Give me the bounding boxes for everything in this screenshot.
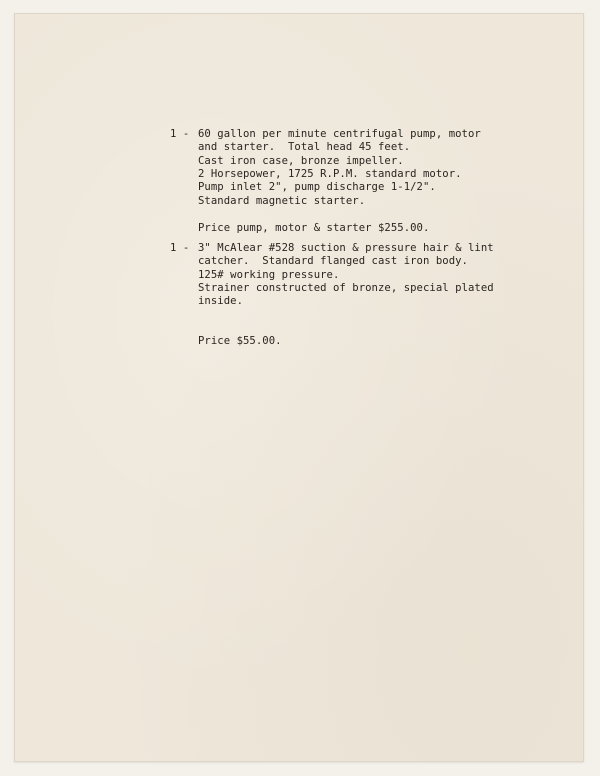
description-line: inside. bbox=[198, 295, 243, 308]
description-line: Standard magnetic starter. bbox=[198, 194, 366, 207]
description-line: and starter. Total head 45 feet. bbox=[198, 141, 411, 154]
description-line: 60 gallon per minute centrifugal pump, motor bbox=[198, 127, 481, 140]
line-item-lint-catcher bbox=[170, 215, 494, 375]
description-line: Cast iron case, bronze impeller. bbox=[198, 154, 404, 167]
item-price: Price $55.00. bbox=[198, 334, 282, 347]
description-line: 125# working pressure. bbox=[198, 268, 340, 281]
document-page bbox=[14, 13, 584, 762]
item-price: Price pump, motor & starter $255.00. bbox=[198, 221, 430, 234]
item-quantity: 1 - bbox=[170, 127, 190, 140]
description-line: catcher. Standard flanged cast iron body. bbox=[198, 255, 468, 268]
description-line: Strainer constructed of bronze, special plated bbox=[198, 281, 494, 294]
description-line: Pump inlet 2", pump discharge 1-1/2". bbox=[198, 181, 436, 194]
description-line: 2 Horsepower, 1725 R.P.M. standard motor. bbox=[198, 167, 462, 180]
item-description bbox=[198, 242, 494, 348]
description-line: 3" McAlear #528 suction & pressure hair & lint bbox=[198, 241, 494, 254]
item-quantity: 1 - bbox=[170, 241, 190, 254]
